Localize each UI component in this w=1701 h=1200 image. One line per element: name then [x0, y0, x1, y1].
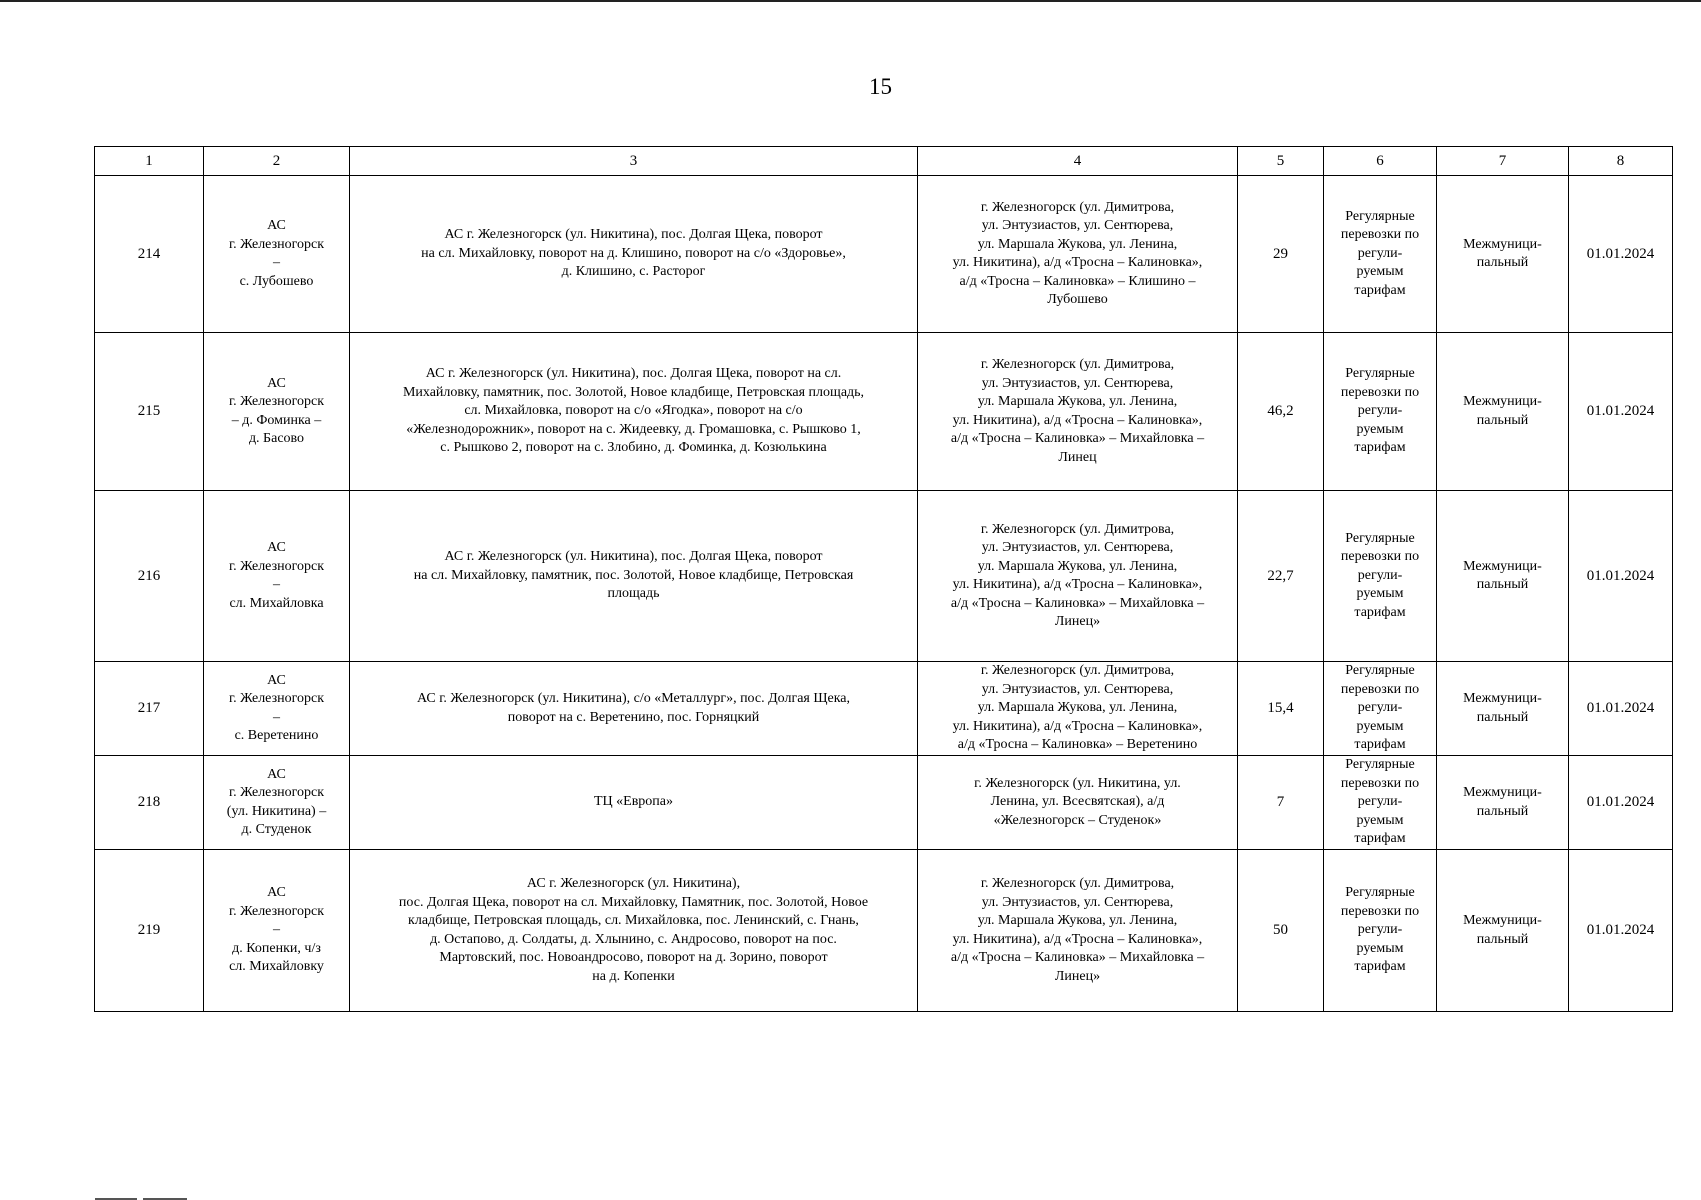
route-category-line: пальный: [1476, 577, 1529, 592]
transport-type-cell: [1324, 850, 1437, 1012]
intermediate-stops-line: на д. Копенки: [592, 968, 675, 984]
table-body: [95, 176, 1673, 1012]
streets-roads-line: Линец»: [1054, 614, 1101, 629]
route-category-line: пальный: [1476, 412, 1529, 428]
streets-roads-cell: [918, 333, 1238, 491]
streets-roads-line: г. Железногорск (ул. Димитрова,: [980, 663, 1175, 679]
transport-type-cell: [1324, 176, 1437, 333]
row-number-cell: 214: [95, 176, 204, 333]
row-number-cell: 218: [95, 756, 204, 850]
table-row: [95, 756, 1673, 850]
route-name-line: (ул. Никитина) –: [226, 803, 327, 819]
route-category-cell: [1437, 850, 1569, 1012]
route-name-line: г. Железногорск: [228, 903, 324, 919]
intermediate-stops-cell: [350, 491, 918, 662]
route-name-line: АС: [267, 885, 286, 901]
route-name-cell: [204, 491, 350, 662]
route-name-line: – д. Фоминка –: [231, 412, 322, 428]
intermediate-stops-line: Мартовский, пос. Новоандросово, поворот на д. Зорино, поворот: [439, 950, 828, 965]
route-category-cell: [1437, 333, 1569, 491]
route-category-line: Межмуници-: [1463, 558, 1542, 574]
streets-roads-line: Линец: [1058, 449, 1097, 465]
route-name-line: АС: [267, 540, 286, 555]
route-name-line: –: [273, 709, 280, 725]
route-name-line: сл. Михайловку: [229, 959, 324, 975]
transport-type-line: руемым: [1356, 421, 1404, 437]
route-category-line: Межмуници-: [1463, 691, 1542, 706]
intermediate-stops-line: АС г. Железногорск (ул. Никитина), пос. Долгая Щека, поворот на сл.: [425, 366, 842, 382]
streets-roads-line: а/д «Тросна – Калиновка» – Клишино –: [959, 273, 1196, 289]
route-name-line: с. Лубошево: [239, 273, 314, 289]
transport-type-line: перевозки по: [1340, 227, 1420, 243]
transport-type-line: Регулярные: [1345, 530, 1415, 546]
streets-roads-cell: [918, 662, 1238, 756]
transport-type-line: Регулярные: [1345, 885, 1415, 901]
column-header: 5: [1238, 147, 1324, 176]
streets-roads-line: ул. Энтузиастов, ул. Сентюрева,: [981, 375, 1174, 391]
transport-type-line: регули-: [1357, 700, 1403, 716]
route-category-cell: [1437, 662, 1569, 756]
transport-type-line: тарифам: [1354, 831, 1406, 847]
route-length-cell: 7: [1238, 756, 1324, 850]
routes-table: [94, 146, 1673, 1012]
streets-roads-line: Линец»: [1054, 968, 1101, 984]
route-name-line: –: [273, 922, 280, 938]
transport-type-line: тарифам: [1354, 440, 1406, 456]
route-name-cell: [204, 176, 350, 333]
intermediate-stops-line: на сл. Михайловку, памятник, пос. Золотой, Новое кладбище, Петровская: [413, 567, 854, 583]
streets-roads-line: г. Железногорск (ул. Димитрова,: [980, 199, 1175, 215]
intermediate-stops-cell: [350, 176, 918, 333]
top-border-line: [0, 0, 1701, 2]
streets-roads-line: ул. Никитина), а/д «Тросна – Калиновка»,: [952, 255, 1203, 270]
route-name-line: г. Железногорск: [228, 394, 324, 409]
transport-type-line: руемым: [1356, 586, 1404, 602]
intermediate-stops-line: д. Остапово, д. Солдаты, д. Хлынино, с. Андросово, поворот на пос.: [430, 931, 837, 947]
column-header: 2: [204, 147, 350, 176]
table-row: [95, 850, 1673, 1012]
column-header: 6: [1324, 147, 1437, 176]
route-category-line: пальный: [1476, 803, 1529, 819]
streets-roads-line: г. Железногорск (ул. Димитрова,: [980, 357, 1175, 372]
transport-type-line: руемым: [1356, 940, 1404, 956]
streets-roads-line: ул. Никитина), а/д «Тросна – Калиновка»,: [952, 718, 1203, 734]
route-length-cell: 50: [1238, 850, 1324, 1012]
streets-roads-line: ул. Маршала Жукова, ул. Ленина,: [977, 236, 1178, 252]
intermediate-stops-cell: [350, 662, 918, 756]
route-name-cell: [204, 756, 350, 850]
intermediate-stops-line: с. Рышково 2, поворот на с. Злобино, д. Фоминка, д. Козюлькина: [440, 440, 827, 456]
route-name-line: д. Копенки, ч/з: [232, 940, 321, 956]
streets-roads-line: ул. Энтузиастов, ул. Сентюрева,: [981, 540, 1174, 555]
transport-type-line: руемым: [1356, 718, 1404, 734]
header-row: [95, 147, 1673, 176]
intermediate-stops-line: кладбище, Петровская площадь, сл. Михайловка, пос. Ленинский, с. Гнань,: [408, 913, 859, 928]
start-date-cell: 01.01.2024: [1569, 756, 1673, 850]
streets-roads-line: г. Железногорск (ул. Димитрова,: [980, 876, 1175, 891]
start-date-cell: 01.01.2024: [1569, 176, 1673, 333]
transport-type-line: перевозки по: [1340, 549, 1420, 565]
page-number: 15: [869, 74, 892, 99]
transport-type-cell: [1324, 333, 1437, 491]
route-category-cell: [1437, 491, 1569, 662]
streets-roads-line: ул. Энтузиастов, ул. Сентюрева,: [981, 218, 1174, 233]
intermediate-stops-line: АС г. Железногорск (ул. Никитина),: [526, 876, 741, 891]
streets-roads-cell: [918, 491, 1238, 662]
intermediate-stops-line: сл. Михайловка, поворот на с/о «Ягодка», поворот на с/о: [464, 403, 803, 419]
route-name-line: АС: [267, 218, 286, 233]
table-row: [95, 333, 1673, 491]
route-category-cell: [1437, 756, 1569, 850]
intermediate-stops-cell: [350, 850, 918, 1012]
streets-roads-line: г. Железногорск (ул. Димитрова,: [980, 521, 1175, 537]
transport-type-cell: [1324, 491, 1437, 662]
transport-type-line: тарифам: [1354, 959, 1406, 975]
route-category-line: Межмуници-: [1463, 913, 1542, 928]
intermediate-stops-line: АС г. Железногорск (ул. Никитина), с/о «Металлург», пос. Долгая Щека,: [416, 691, 851, 706]
intermediate-stops-cell: [350, 333, 918, 491]
transport-type-line: Регулярные: [1345, 663, 1415, 679]
route-length-cell: 46,2: [1238, 333, 1324, 491]
transport-type-line: регули-: [1357, 567, 1403, 583]
transport-type-line: перевозки по: [1340, 775, 1420, 791]
route-category-line: Межмуници-: [1463, 394, 1542, 409]
route-name-line: –: [273, 577, 280, 592]
transport-type-line: перевозки по: [1340, 903, 1420, 919]
route-length-cell: 22,7: [1238, 491, 1324, 662]
column-header: 3: [350, 147, 918, 176]
streets-roads-line: «Железногорск – Студенок»: [993, 812, 1162, 828]
route-name-line: д. Басово: [248, 431, 305, 446]
transport-type-line: перевозки по: [1340, 384, 1420, 400]
row-number-cell: 215: [95, 333, 204, 491]
route-name-line: г. Железногорск: [228, 691, 324, 706]
transport-type-line: регули-: [1357, 403, 1403, 419]
transport-type-line: перевозки по: [1340, 681, 1420, 697]
transport-type-cell: [1324, 662, 1437, 756]
route-name-line: АС: [267, 375, 286, 391]
intermediate-stops-line: ТЦ «Европа»: [593, 794, 674, 810]
start-date-cell: 01.01.2024: [1569, 662, 1673, 756]
transport-type-line: регули-: [1357, 794, 1403, 810]
row-number-cell: 216: [95, 491, 204, 662]
intermediate-stops-cell: [350, 756, 918, 850]
intermediate-stops-line: АС г. Железногорск (ул. Никитина), пос. Долгая Щека, поворот: [444, 227, 823, 243]
streets-roads-line: Лубошево: [1047, 292, 1108, 307]
start-date-cell: 01.01.2024: [1569, 850, 1673, 1012]
table-row: [95, 662, 1673, 756]
intermediate-stops-line: поворот на с. Веретенино, пос. Горняцкий: [507, 709, 760, 725]
start-date-cell: 01.01.2024: [1569, 491, 1673, 662]
streets-roads-line: ул. Маршала Жукова, ул. Ленина,: [977, 558, 1178, 574]
route-name-line: с. Веретенино: [234, 728, 319, 743]
route-category-line: пальный: [1476, 709, 1529, 725]
route-category-line: пальный: [1476, 255, 1529, 270]
route-name-line: г. Железногорск: [228, 236, 324, 252]
streets-roads-line: Ленина, ул. Всесвятская), а/д: [990, 794, 1165, 810]
transport-type-line: регули-: [1357, 922, 1403, 938]
streets-roads-cell: [918, 850, 1238, 1012]
column-header: 7: [1437, 147, 1569, 176]
transport-type-line: руемым: [1356, 264, 1404, 280]
transport-type-line: руемым: [1356, 812, 1404, 828]
route-category-line: Межмуници-: [1463, 785, 1542, 800]
route-category-line: пальный: [1476, 931, 1529, 947]
transport-type-line: Регулярные: [1345, 366, 1415, 382]
streets-roads-line: а/д «Тросна – Калиновка» – Михайловка –: [950, 595, 1205, 611]
table-row: [95, 176, 1673, 333]
streets-roads-cell: [918, 176, 1238, 333]
transport-type-line: тарифам: [1354, 282, 1406, 298]
streets-roads-line: ул. Никитина), а/д «Тросна – Калиновка»,: [952, 412, 1203, 428]
column-header: 8: [1569, 147, 1673, 176]
route-length-cell: 29: [1238, 176, 1324, 333]
route-name-line: –: [273, 255, 280, 270]
route-name-line: сл. Михайловка: [229, 595, 324, 611]
intermediate-stops-line: на сл. Михайловку, поворот на д. Клишино, поворот на с/о «Здоровье»,: [421, 245, 846, 261]
transport-type-cell: [1324, 756, 1437, 850]
streets-roads-line: а/д «Тросна – Калиновка» – Веретенино: [957, 737, 1198, 753]
route-name-line: г. Железногорск: [228, 558, 324, 574]
intermediate-stops-line: Михайловку, памятник, пос. Золотой, Новое кладбище, Петровская площадь,: [402, 384, 865, 400]
route-category-line: Межмуници-: [1463, 236, 1542, 252]
streets-roads-line: г. Железногорск (ул. Никитина, ул.: [974, 775, 1181, 791]
streets-roads-line: ул. Никитина), а/д «Тросна – Калиновка»,: [952, 577, 1203, 592]
column-header: 1: [95, 147, 204, 176]
route-name-line: АС: [267, 672, 286, 688]
column-header: 4: [918, 147, 1238, 176]
streets-roads-line: ул. Маршала Жукова, ул. Ленина,: [977, 700, 1178, 716]
streets-roads-line: а/д «Тросна – Калиновка» – Михайловка –: [950, 431, 1205, 446]
streets-roads-line: ул. Маршала Жукова, ул. Ленина,: [977, 913, 1178, 928]
streets-roads-line: ул. Энтузиастов, ул. Сентюрева,: [981, 681, 1174, 697]
start-date-cell: 01.01.2024: [1569, 333, 1673, 491]
row-number-cell: 217: [95, 662, 204, 756]
streets-roads-line: ул. Маршала Жукова, ул. Ленина,: [977, 394, 1178, 409]
intermediate-stops-line: «Железнодорожник», поворот на с. Жидеевку, д. Громашовка, с. Рышково 1,: [406, 421, 861, 437]
intermediate-stops-line: площадь: [607, 586, 660, 602]
intermediate-stops-line: д. Клишино, с. Расторог: [561, 264, 706, 280]
route-length-cell: 15,4: [1238, 662, 1324, 756]
route-name-line: г. Железногорск: [228, 785, 324, 800]
transport-type-line: Регулярные: [1345, 208, 1415, 224]
route-name-line: АС: [267, 766, 286, 782]
route-name-line: д. Студенок: [241, 822, 312, 837]
row-number-cell: 219: [95, 850, 204, 1012]
streets-roads-cell: [918, 756, 1238, 850]
route-category-cell: [1437, 176, 1569, 333]
route-name-cell: [204, 850, 350, 1012]
route-name-cell: [204, 662, 350, 756]
streets-roads-line: ул. Никитина), а/д «Тросна – Калиновка»,: [952, 931, 1203, 947]
intermediate-stops-line: пос. Долгая Щека, поворот на сл. Михайловку, Памятник, пос. Золотой, Новое: [398, 894, 869, 910]
transport-type-line: Регулярные: [1345, 757, 1415, 773]
intermediate-stops-line: АС г. Железногорск (ул. Никитина), пос. Долгая Щека, поворот: [444, 549, 823, 565]
transport-type-line: тарифам: [1354, 604, 1406, 620]
transport-type-line: тарифам: [1354, 737, 1406, 753]
streets-roads-line: ул. Энтузиастов, ул. Сентюрева,: [981, 894, 1174, 910]
transport-type-line: регули-: [1357, 245, 1403, 261]
streets-roads-line: а/д «Тросна – Калиновка» – Михайловка –: [950, 950, 1205, 965]
route-name-cell: [204, 333, 350, 491]
table-row: [95, 491, 1673, 662]
